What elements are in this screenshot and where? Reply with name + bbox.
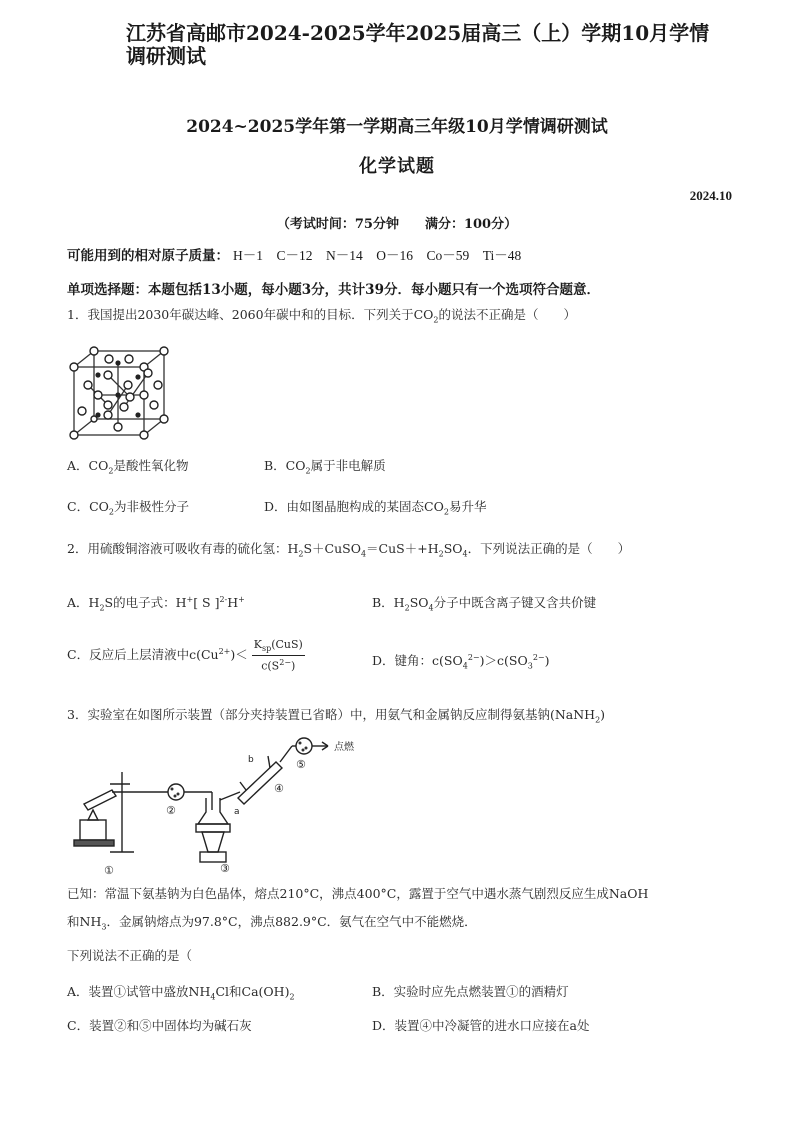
q2-d-so3-sup: 2−: [532, 652, 545, 662]
q1-b-text: B．CO: [264, 458, 306, 473]
exam-title: 2024~2025学年第一学期高三年级10月学情调研测试: [186, 117, 608, 137]
q2-option-c[interactable]: [67, 638, 305, 673]
q3-known-line-2: [67, 912, 477, 932]
q2-d-gt: )＞c: [479, 653, 505, 668]
q3-known-sub: 3: [101, 922, 107, 932]
q3-a-text: A．装置①试管中盛放NH: [67, 984, 211, 999]
q2-stem-text-4: SO: [443, 541, 463, 556]
q1-stem-sub: 2: [433, 315, 439, 325]
atomic-mass-line: [67, 244, 521, 264]
q1-option-d[interactable]: [264, 497, 486, 517]
q3-stem: [67, 705, 605, 725]
apparatus-diagram: [70, 732, 380, 875]
q2-a-text-3: [ S ]: [193, 595, 220, 610]
q2-c-num-sub: sp: [261, 644, 272, 654]
crystal-cell-diagram: [68, 345, 173, 440]
q2-option-d[interactable]: [372, 651, 550, 671]
q2-stem-text-3: ＝CuS＋+H: [366, 541, 439, 556]
marker-5: ⑤: [296, 758, 306, 771]
q2-a-text-2: S的电子式：H: [104, 595, 187, 610]
q2-a-sup-1: +: [186, 594, 194, 604]
q2-c-denominator: [252, 656, 305, 673]
exam-date: 2024.10: [689, 188, 732, 203]
q2-c-cu-sup: 2+: [218, 646, 231, 656]
q1-a-sub: 2: [108, 466, 114, 476]
q2-stem-text-5: ．下列说法正确的是（ ）: [467, 541, 631, 556]
marker-3: ③: [220, 862, 230, 875]
q1-d-sub: 2: [443, 507, 449, 517]
q1-stem-text: 1．我国提出2030年碳达峰、2060年碳中和的目标．下列关于CO: [67, 307, 434, 322]
q3-a-sub-2: 2: [289, 992, 295, 1002]
section-header: 单项选择题：本题包括13小题，每小题3分，共计39分．每小题只有一个选项符合题意．: [67, 282, 600, 298]
q1-option-a[interactable]: [67, 456, 188, 476]
q3-stem-text-3: ): [600, 707, 606, 722]
q3-known-text-2: ．金属钠熔点为97.8°C，沸点882.9°C．氨气在空气中不能燃烧．: [106, 914, 477, 929]
q1-c-sub: 2: [108, 507, 114, 517]
exam-info: （考试时间：75分钟 满分：100分）: [276, 217, 518, 232]
q2-a-sup-3: +: [238, 594, 245, 604]
q2-stem-text-2: S＋CuSO: [303, 541, 361, 556]
document-title: 江苏省高邮市2024-2025学年2025届高三（上）学期10月学情调研测试: [126, 21, 710, 68]
q2-b-text: B．H: [372, 595, 405, 610]
q3-a-sub-1: 4: [210, 992, 216, 1002]
q2-sub-1: 2: [298, 549, 304, 559]
q2-c-num-b: (CuS): [271, 638, 303, 651]
q1-option-c[interactable]: [67, 497, 189, 517]
q3-stem-text-2: (NaNH: [549, 707, 596, 722]
q2-c-text: C．反应后上层清液中c: [67, 646, 197, 662]
q2-c-lt: )＜: [230, 646, 248, 662]
q2-c-numerator: [252, 638, 305, 656]
q2-c-cu: (Cu: [196, 646, 219, 662]
q2-d-so4-sup: 2−: [467, 652, 480, 662]
q1-option-b[interactable]: [264, 456, 386, 476]
q2-c-den-b: ): [291, 659, 296, 673]
q2-sub-3: 2: [438, 549, 444, 559]
diagram-ignite-label: 点燃: [334, 742, 354, 753]
diagram-label-a: a: [234, 807, 240, 817]
q2-c-fraction: [252, 638, 305, 673]
q3-question: 下列说法不正确的是（: [67, 948, 193, 963]
q2-c-den-sup: 2−: [279, 658, 292, 668]
q2-stem: [67, 539, 630, 559]
q2-b-text-3: 分子中既含离子键又含共价键: [433, 595, 597, 610]
q3-stem-sub: 2: [595, 715, 601, 725]
q2-option-b[interactable]: [372, 593, 596, 613]
q2-a-sub: 2: [99, 603, 105, 613]
q1-stem-text-2: 的说法不正确是（ ）: [438, 307, 576, 322]
q3-known-text: 和NH: [67, 914, 102, 929]
q1-c-text-2: 为非极性分子: [113, 499, 189, 514]
q2-a-sup-2: 2-: [219, 594, 228, 604]
q1-stem: [67, 305, 576, 325]
q2-c-den-a: c(S: [261, 659, 280, 673]
q2-a-text-4: H: [227, 595, 239, 610]
q1-b-sub: 2: [305, 466, 311, 476]
q2-c-num-k: K: [253, 638, 262, 651]
q2-d-close: ): [544, 653, 550, 668]
q3-option-b[interactable]: B．实验时应先点燃装置①的酒精灯: [372, 984, 569, 999]
q3-option-a[interactable]: [67, 982, 295, 1002]
subject-title: 化学试题: [359, 156, 435, 177]
q1-b-text-2: 属于非电解质: [310, 458, 386, 473]
q1-a-text-2: 是酸性氧化物: [113, 458, 189, 473]
q3-option-c[interactable]: C．装置②和⑤中固体均为碱石灰: [67, 1018, 252, 1033]
marker-4: ④: [274, 782, 284, 795]
q2-d-so4: (SO: [439, 653, 463, 668]
q2-d-text: D．键角：c: [372, 653, 440, 668]
q2-a-text: A．H: [67, 595, 100, 610]
q3-a-text-2: Cl和Ca(OH): [215, 984, 290, 999]
q3-option-d[interactable]: D．装置④中冷凝管的进水口应接在a处: [372, 1018, 590, 1033]
q2-b-sub-2: 4: [428, 603, 434, 613]
diagram-label-b: b: [248, 755, 254, 765]
q3-stem-text: 3．实验室在如图所示装置（部分夹持装置已省略）中，用氨气和金属钠反应制得氨基钠: [67, 707, 550, 722]
q2-option-a[interactable]: [67, 593, 245, 613]
q1-d-text: D．由如图晶胞构成的某固态CO: [264, 499, 444, 514]
q1-a-text: A．CO: [67, 458, 109, 473]
atomic-mass-label: 可能用到的相对原子质量：: [67, 248, 229, 264]
q2-stem-text: 2．用硫酸铜溶液可吸收有毒的硫化氢：H: [67, 541, 299, 556]
marker-1: ①: [104, 864, 114, 875]
atomic-mass-values: H－1 C－12 N－14 O－16 Co－59 Ti－48: [233, 248, 522, 263]
q2-b-sub-1: 2: [404, 603, 410, 613]
q2-sub-2: 4: [360, 549, 367, 559]
q2-d-so4-sub: 4: [462, 661, 468, 671]
marker-2: ②: [166, 804, 176, 817]
q2-d-so3: (SO: [504, 653, 528, 668]
q1-c-text: C．CO: [67, 499, 109, 514]
q2-b-text-2: SO: [409, 595, 429, 610]
q1-d-text-2: 易升华: [448, 499, 487, 514]
q3-known-line-1: 已知：常温下氨基钠为白色晶体，熔点210°C，沸点400°C，露置于空气中遇水蒸气剧烈反应生成NaOH: [67, 886, 649, 901]
q2-d-so3-sub: 3: [527, 661, 533, 671]
q2-sub-4: 4: [462, 549, 468, 559]
